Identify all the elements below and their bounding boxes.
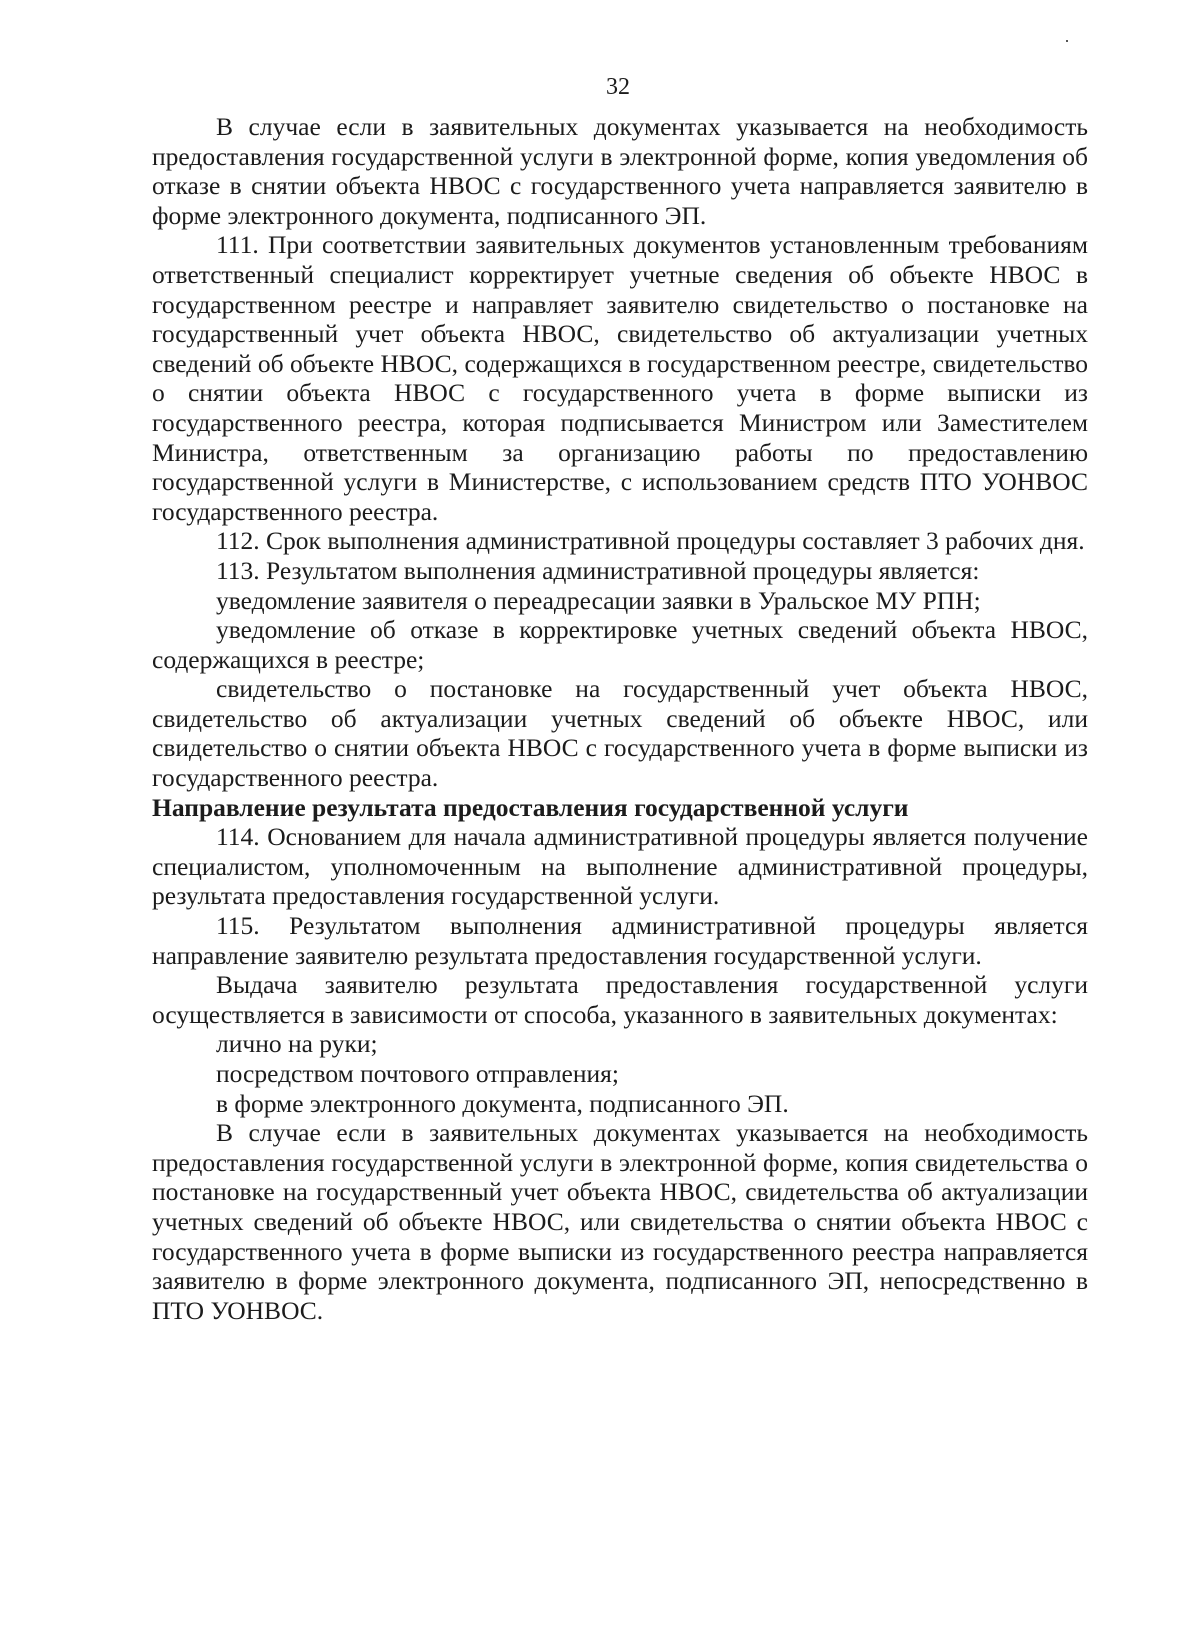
list-item-certificates: свидетельство о постановке на государственный учет объекта НВОС, свидетельство об актуализации учетных сведений об объекте НВОС, или свидетельство о снятии объекта НВОС с государственного учета в форме выписки из государственного реестра. bbox=[152, 674, 1088, 793]
paragraph-issuance: Выдача заявителю результата предоставления государственной услуги осуществляется в зависимости от способа, указанного в заявительных документах: bbox=[152, 970, 1088, 1029]
paragraph-electronic-refusal-copy: В случае если в заявительных документах указывается на необходимость предоставления государственной услуги в электронной форме, копия уведомления об отказе в снятии объекта НВОС с государственного учета направляется заявителю в форме электронного документа, подписанного ЭП. bbox=[152, 112, 1088, 230]
paragraph-114: 114. Основанием для начала административной процедуры является получение специалистом, уполномоченным на выполнение административной процедуры, результата предоставления государственной услуги. bbox=[152, 822, 1088, 911]
page-number: 32 bbox=[606, 74, 630, 100]
list-item-by-mail: посредством почтового отправления; bbox=[216, 1059, 619, 1088]
scan-speck bbox=[1066, 40, 1068, 42]
paragraph-112: 112. Срок выполнения административной процедуры составляет 3 рабочих дня. bbox=[216, 526, 1085, 556]
list-item-in-person: лично на руки; bbox=[216, 1029, 378, 1059]
list-item-refusal-notice: уведомление об отказе в корректировке учетных сведений объекта НВОС, содержащихся в реестре; bbox=[152, 615, 1088, 674]
document-body bbox=[152, 112, 1088, 1325]
paragraph-113: 113. Результатом выполнения административной процедуры является: bbox=[216, 555, 980, 585]
paragraph-electronic-certificate-copy: В случае если в заявительных документах указывается на необходимость предоставления государственной услуги в электронной форме, копия свидетельства о постановке на государственный учет объекта НВОС, свидетельства об актуализации учетных сведений об объекте НВОС, или свидетельства о снятии объекта НВОС с государственного учета в форме выписки из государственного реестра направляется заявителю в форме электронного документа, подписанного ЭП, непосредственно в ПТО УОНВОС. bbox=[152, 1118, 1088, 1325]
paragraph-111: 111. При соответствии заявительных документов установленным требованиям ответственный специалист корректирует учетные сведения об объекте НВОС в государственном реестре и направляет заявителю свидетельство о постановке на государственный учет объекта НВОС, свидетельство об актуализации учетных сведений об объекте НВОС, содержащихся в государственном реестре, свидетельство о снятии объекта НВОС с государственного учета в форме выписки из государственного реестра, которая подписывается Министром или Заместителем Министра, ответственным за организацию работы по предоставлению государственной услуги в Министерстве, с использованием средств ПТО УОНВОС государственного реестра. bbox=[152, 230, 1088, 526]
section-heading: Направление результата предоставления государственной услуги bbox=[152, 792, 909, 822]
list-item-electronic: в форме электронного документа, подписанного ЭП. bbox=[216, 1088, 789, 1118]
paragraph-115: 115. Результатом выполнения административной процедуры является направление заявителю результата предоставления государственной услуги. bbox=[152, 911, 1088, 970]
list-item-redirect-notice: уведомление заявителя о переадресации заявки в Уральское МУ РПН; bbox=[216, 585, 981, 615]
